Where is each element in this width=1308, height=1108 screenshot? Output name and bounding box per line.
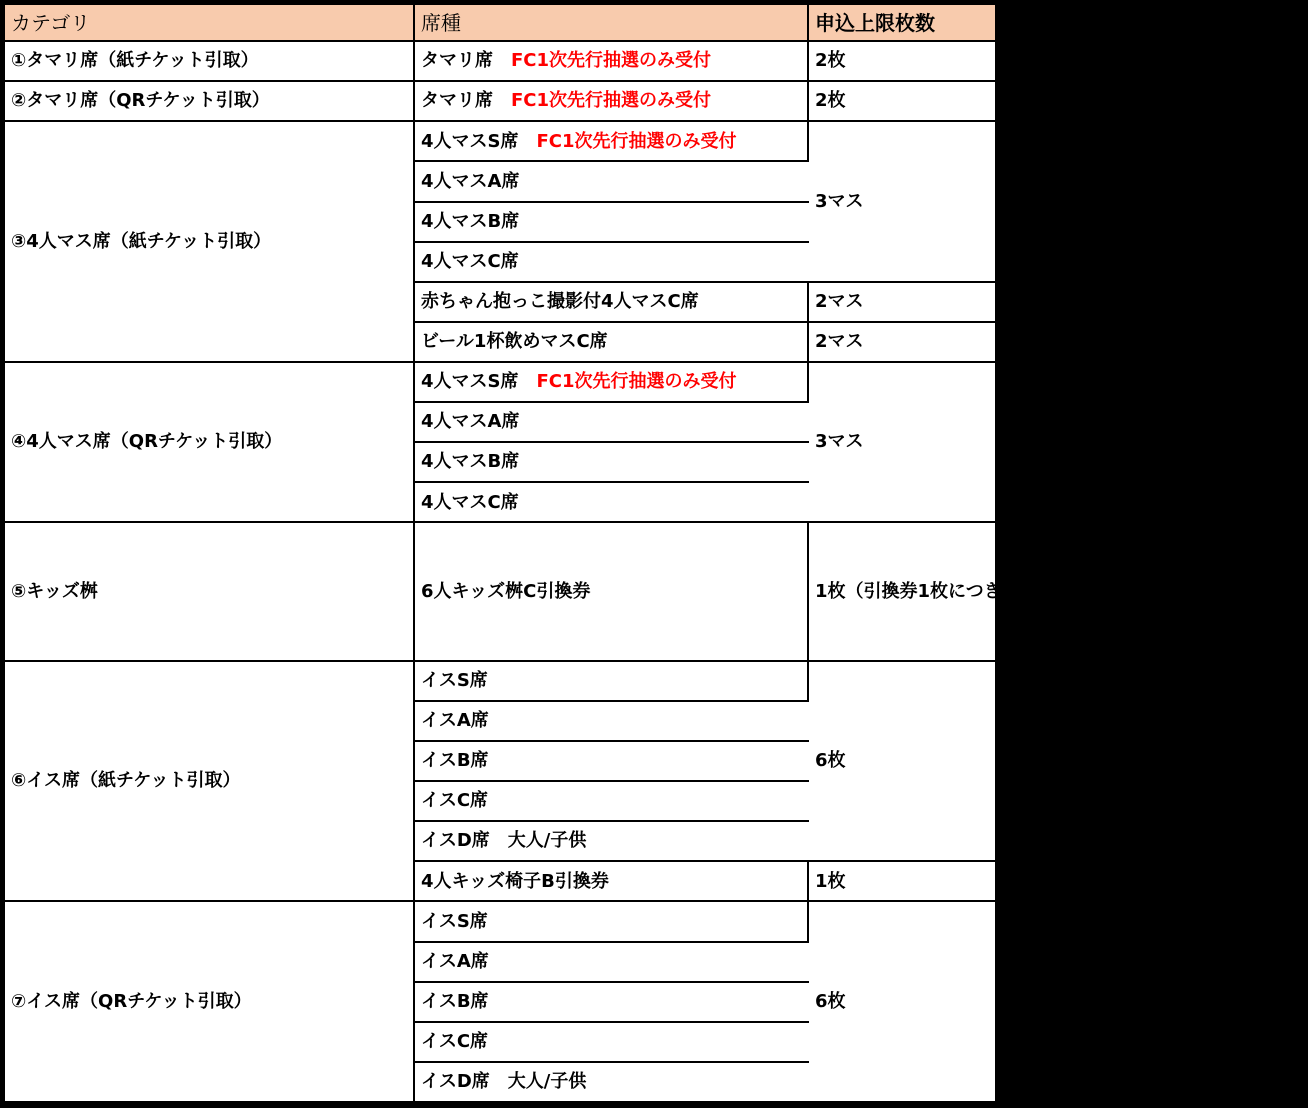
category-cell: ①タマリ席（紙チケット引取）: [5, 42, 415, 82]
seat-cell: イスB席: [415, 983, 809, 1023]
seat-cell: [415, 82, 809, 122]
seat-note: FC1次先行抽選のみ受付: [536, 130, 737, 152]
seat-cell: ビール1杯飲めマスC席: [415, 323, 809, 363]
seat-cell: 4人マスB席: [415, 443, 809, 483]
table-row: [5, 902, 995, 942]
limit-cell: 6枚: [809, 662, 995, 863]
seat-cell: イスC席: [415, 1023, 809, 1063]
table-row: [5, 42, 995, 82]
seat-name: 4人マスS席: [421, 371, 519, 393]
seat-note: FC1次先行抽選のみ受付: [536, 371, 737, 393]
limit-cell: 2枚: [809, 42, 995, 82]
seat-table-sheet: [5, 5, 1308, 1103]
header-row: [5, 5, 995, 42]
category-cell: ③4人マス席（紙チケット引取）: [5, 122, 415, 363]
seat-cell: [415, 122, 809, 162]
seat-cell: 4人マスA席: [415, 403, 809, 443]
limit-cell: 2マス: [809, 283, 995, 323]
seat-cell: 赤ちゃん抱っこ撮影付4人マスC席: [415, 283, 809, 323]
table-row: [5, 662, 995, 702]
seat-cell: [415, 42, 809, 82]
seat-cell: イスD席 大人/子供: [415, 1063, 809, 1103]
limit-cell: 3マス: [809, 122, 995, 282]
table-row: [5, 82, 995, 122]
header-seat: 席種: [415, 5, 809, 42]
limit-cell: 2マス: [809, 323, 995, 363]
seat-cell: イスA席: [415, 702, 809, 742]
table-row: [5, 122, 995, 162]
table-row: [5, 363, 995, 403]
category-cell: ④4人マス席（QRチケット引取）: [5, 363, 415, 523]
seat-cell: 4人マスA席: [415, 162, 809, 202]
seat-cell: 4人マスC席: [415, 243, 809, 283]
category-cell: ②タマリ席（QRチケット引取）: [5, 82, 415, 122]
limit-cell: 1枚（引換券1枚につきご購入人数分のマス席入場券と引換）: [809, 523, 995, 661]
table-row: [5, 523, 995, 661]
seat-note: FC1次先行抽選のみ受付: [511, 90, 712, 112]
limit-cell: 2枚: [809, 82, 995, 122]
seat-name: 4人マスS席: [421, 130, 519, 152]
seat-cell: イスB席: [415, 742, 809, 782]
limit-cell: 1枚: [809, 862, 995, 902]
seat-cell: イスD席 大人/子供: [415, 822, 809, 862]
seat-cell: 4人マスC席: [415, 483, 809, 523]
header-category: カテゴリ: [5, 5, 415, 42]
seat-cell: イスC席: [415, 782, 809, 822]
seat-cell: 4人マスB席: [415, 203, 809, 243]
category-cell: ⑥イス席（紙チケット引取）: [5, 662, 415, 903]
seat-cell: イスS席: [415, 902, 809, 942]
seat-cell: 6人キッズ桝C引換券: [415, 523, 809, 661]
seat-cell: 4人キッズ椅子B引換券: [415, 862, 809, 902]
limit-cell: 6枚: [809, 902, 995, 1103]
category-cell: ⑦イス席（QRチケット引取）: [5, 902, 415, 1103]
seat-cell: イスA席: [415, 943, 809, 983]
seat-name: タマリ席: [421, 50, 493, 72]
seat-cell: イスS席: [415, 662, 809, 702]
seat-table: [5, 5, 1308, 1103]
limit-cell: 3マス: [809, 363, 995, 523]
seat-name: タマリ席: [421, 90, 493, 112]
seat-cell: [415, 363, 809, 403]
seat-note: FC1次先行抽選のみ受付: [511, 50, 712, 72]
category-cell: ⑤キッズ桝: [5, 523, 415, 661]
header-limit: 申込上限枚数: [809, 5, 995, 42]
